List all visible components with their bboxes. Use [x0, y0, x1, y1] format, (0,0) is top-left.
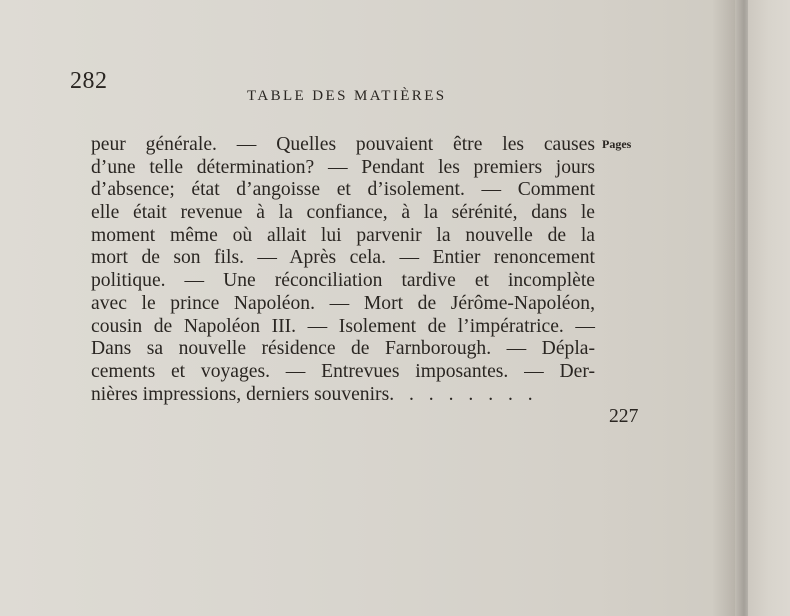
toc-line: mort de son fils. — Après cela. — Entier renoncement — [91, 247, 595, 269]
toc-line: d’absence; état d’angoisse et d’isolement. — Comment — [91, 179, 595, 201]
toc-line: moment même où allait lui parvenir la nouvelle de la — [91, 224, 595, 246]
toc-line: avec le prince Napoléon. — Mort de Jérôme-Napoléon, — [91, 292, 595, 314]
dot-leader: . . . . . . . . — [389, 383, 538, 405]
pages-column-label: Pages — [602, 137, 632, 151]
toc-last-line — [91, 384, 595, 407]
toc-page-reference: 227 — [609, 406, 639, 427]
running-head: TABLE DES MATIÈRES — [247, 88, 447, 104]
toc-entry-text — [91, 134, 595, 406]
toc-line: elle était revenue à la confiance, à la sérénité, dans le — [91, 202, 595, 224]
gutter-shadow — [712, 0, 752, 616]
toc-line: Dans sa nouvelle résidence de Farnborough. — Dépla- — [91, 338, 595, 360]
toc-line: peur générale. — Quelles pouvaient être les causes — [91, 134, 595, 155]
toc-line: politique. — Une réconciliation tardive et incomplète — [91, 270, 595, 292]
toc-line: cements et voyages. — Entrevues imposantes. — Der- — [91, 360, 595, 382]
page-number: 282 — [70, 68, 108, 94]
facing-page-edge — [748, 0, 790, 616]
toc-line: nières impressions, derniers souvenirs — [91, 383, 390, 405]
toc-line: d’une telle détermination? — Pendant les premiers jours — [91, 156, 595, 178]
toc-line: cousin de Napoléon III. — Isolement de l’impératrice. — — [91, 315, 595, 337]
